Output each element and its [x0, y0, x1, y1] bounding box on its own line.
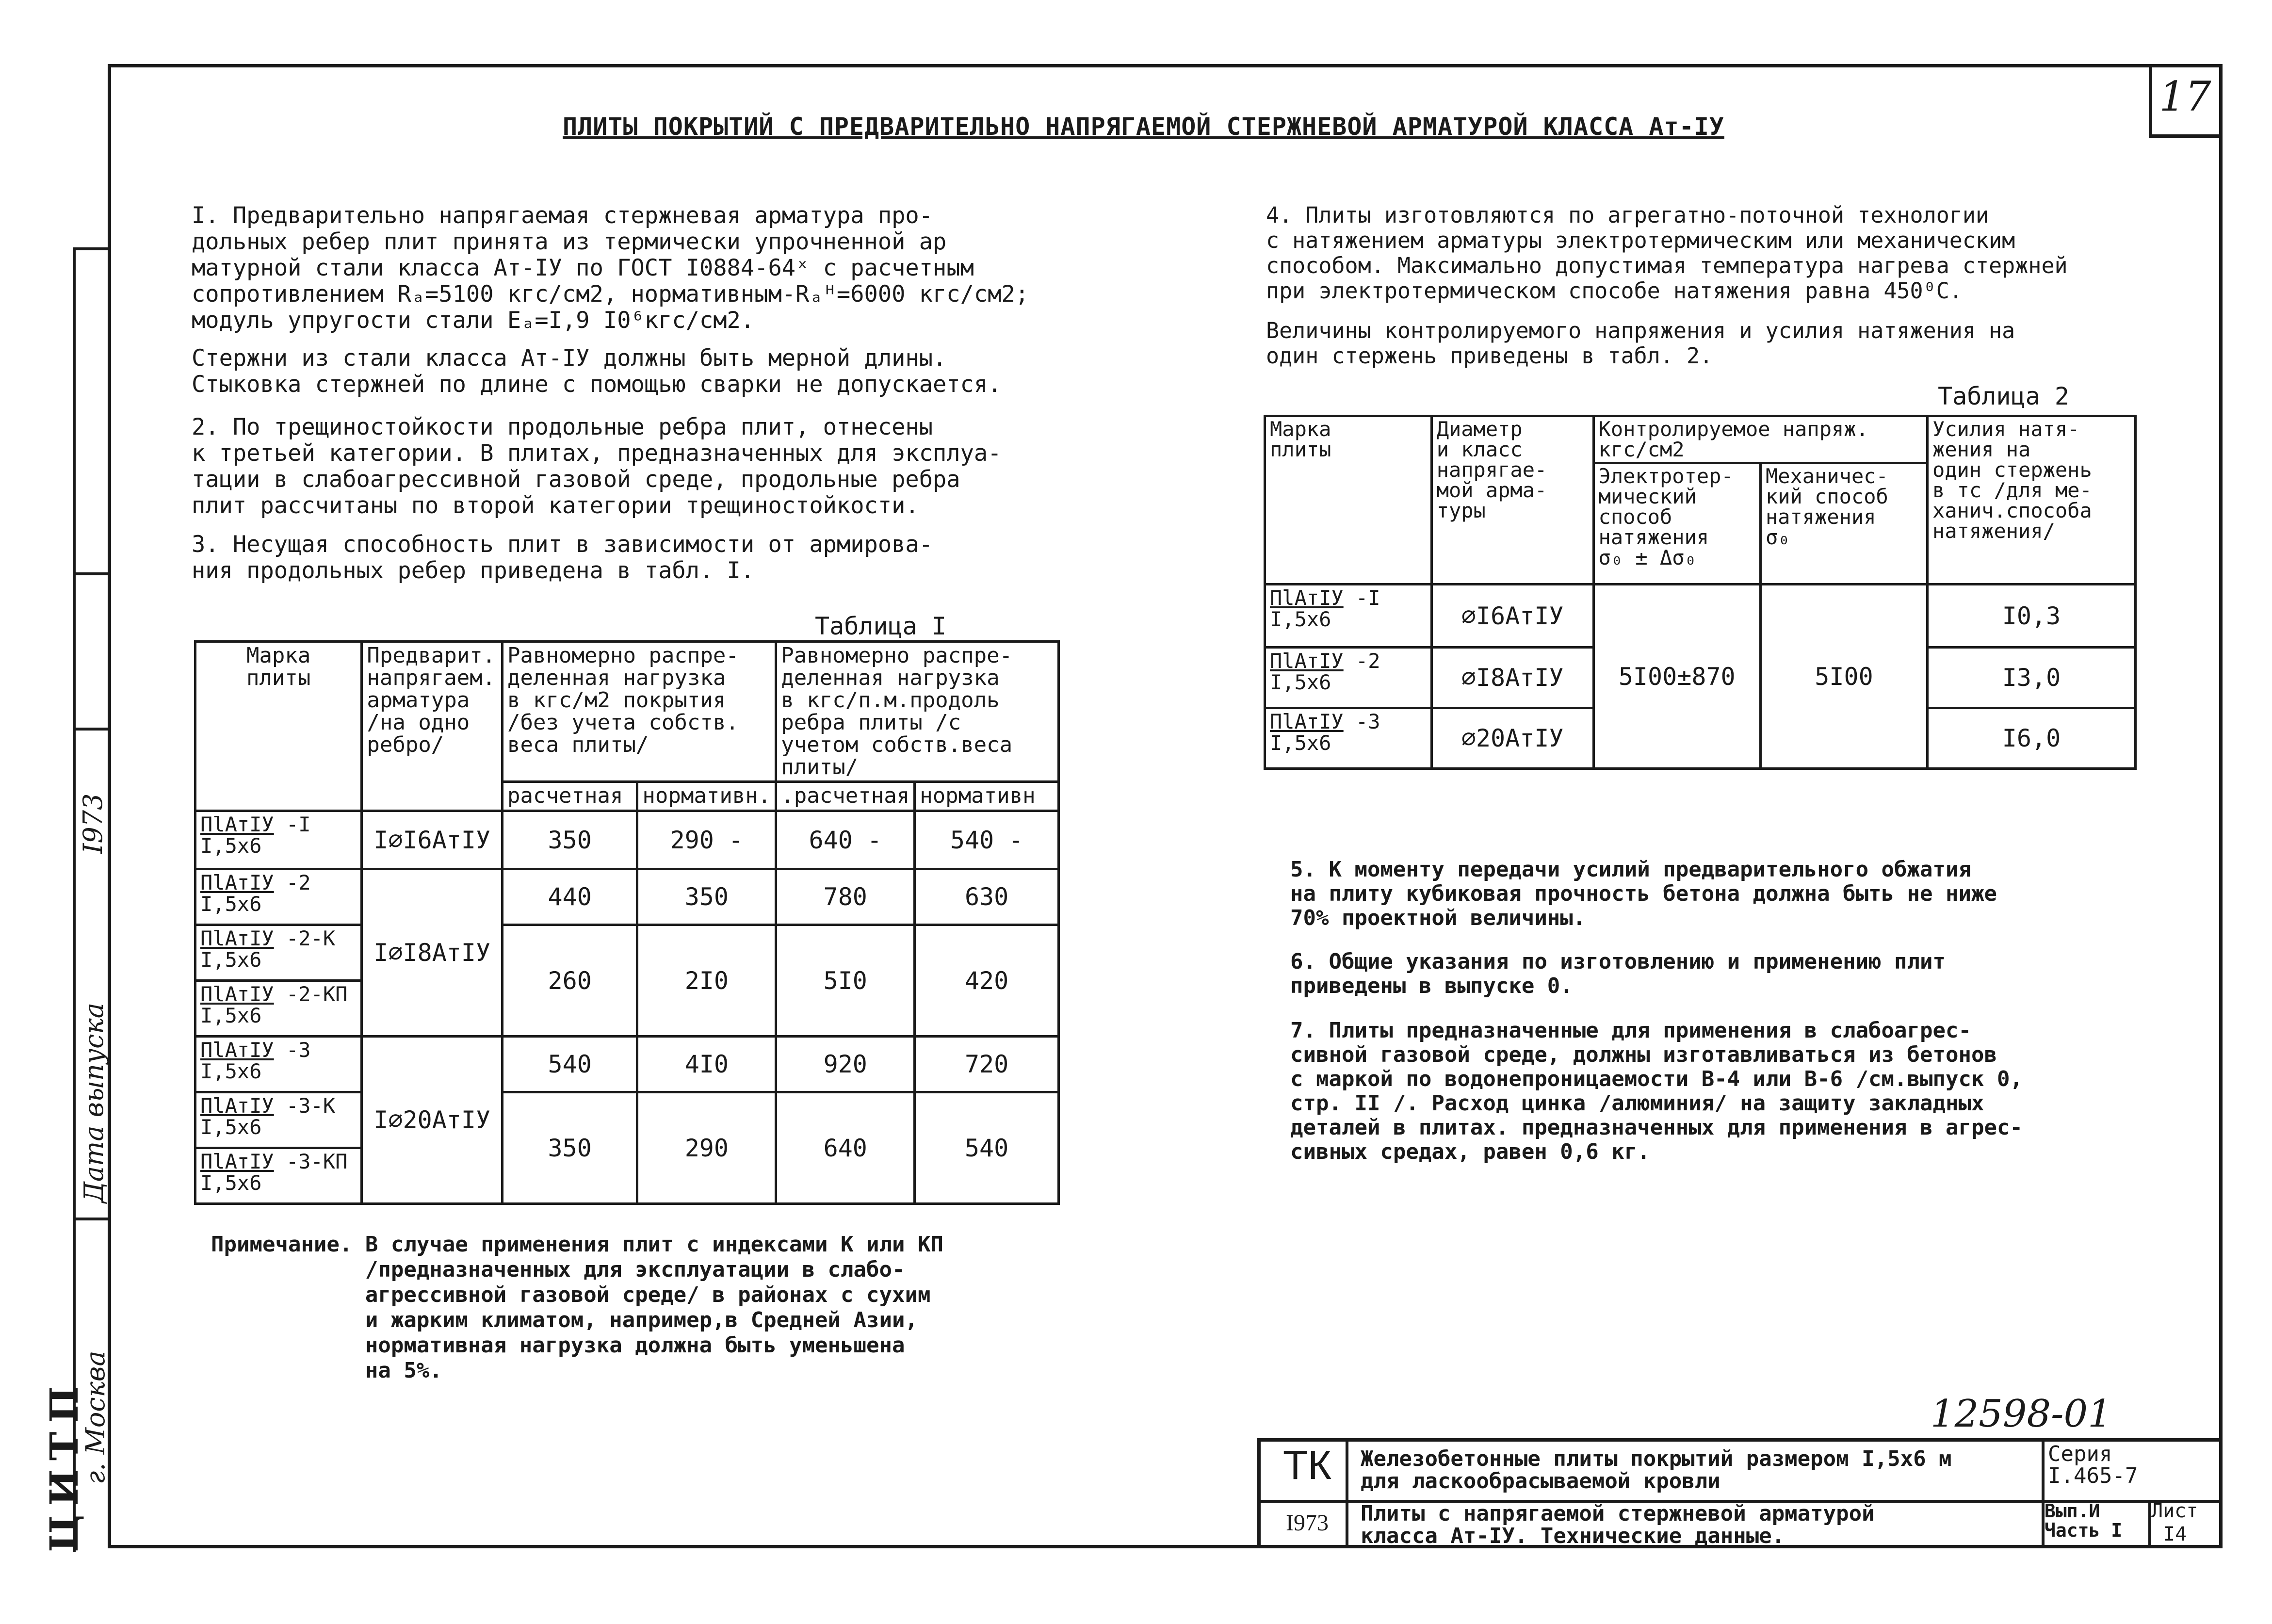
table2-caption: Таблица 2 [1938, 382, 2069, 410]
t1-mark-5: ПlАтIУ -3 I,5х6 [195, 1037, 362, 1092]
table-1 [194, 640, 1060, 1205]
paragraph-1: I. Предварительно напрягаемая стержневая арматура про- дольных ребер плит принята из термически упрочненной ар матурной стали класса Ат-IУ по ГОСТ I0884-64ˣ с расчетным сопротивлением Rₐ=5100 кгс/см2, нормативным-Rₐᴴ=6000 кгс/см2; модуль упругости стали Eₐ=I,9 I0⁶кгс/см2. [192, 202, 1029, 334]
stamp-title-1: Железобетонные плиты покрытий размером I,5х6 м для ласкообрасываемой кровли [1361, 1446, 1952, 1494]
margin-date-label: Дата выпуска [79, 1003, 109, 1203]
paragraph-3: 3. Несущая способность плит в зависимости от армирова- ния продольных ребер приведена в табл. I. [192, 531, 933, 584]
t1-cell: 2I0 [637, 925, 776, 1037]
stamp-year: I973 [1286, 1510, 1329, 1536]
margin-line [73, 572, 108, 575]
paragraph-2: 2. По трещиностойкости продольные ребра плит, отнесены к третьей категории. В плитах, предназначенных для эксплуа- тации в слабоагрессивной газовой среде, продольные ребра плит рассчитаны по второй категории трещиностойкости. [192, 414, 1002, 519]
t2-mark-3: ПlАтIУ -3 I,5х6 [1265, 708, 1432, 769]
t2-force-3: I6,0 [1928, 708, 2136, 769]
t1-mark-2: ПlАтIУ -2 I,5х6 [195, 869, 362, 925]
t2-dia-1: ⌀I6АтIУ [1431, 585, 1593, 648]
t1-header-uniform: Равномерно распре- деленная нагрузка в кгс/м2 покрытия /без учета собств. веса плиты/ [503, 642, 776, 782]
t1-mark-3: ПlАтIУ -2-К I,5х6 [195, 925, 362, 981]
t2-mech-value: 5I00 [1760, 585, 1927, 769]
table-row [1265, 585, 2136, 648]
t1-reinf-1: I⌀I6АтIУ [362, 811, 503, 869]
note-paragraph: Примечание. В случае применения плит с индексами К или КП /предназначенных для эксплуатации в слабо- агрессивной газовой среде/ в районах с сухим и жарким климатом, например,в Средней Азии, нормативная нагрузка должна быть уменьшена на 5%. [211, 1232, 943, 1383]
t1-cell: 540 [915, 1092, 1059, 1204]
paragraph-7: 7. Плиты предназначенные для применения в слабоагрес- сивной газовой среде, должны изготавливаться из бетонов с маркой по водонепроницаемости В-4 или В-6 /см.выпуск 0, стр. II /. Расход цинка /алюминия/ на защиту закладных деталей в плитах. предназначенных для применения в агрес- сивных средах, равен 0,6 кг. [1290, 1018, 2023, 1164]
t1-mark-4: ПlАтIУ -2-КП I,5х6 [195, 981, 362, 1037]
t1-header-calc: расчетная [503, 782, 637, 811]
paragraph-6: 6. Общие указания по изготовлению и применению плит приведены в выпуске 0. [1290, 949, 1946, 998]
page-number: 17 [2159, 73, 2211, 120]
t1-cell: 440 [503, 869, 637, 925]
t2-header-mech: Механичес- кий способ натяжения σ₀ [1760, 463, 1927, 585]
table-row [195, 1037, 1059, 1092]
paragraph-4: 4. Плиты изготовляются по агрегатно-поточной технологии с натяжением арматуры электротермическим или механическим способом. Максимально допустимая температура нагрева стержней при электротермическом способе натяжения равна 450⁰С. [1266, 202, 2068, 304]
t2-header-dia: Диаметр и класс напрягае- мой арма- туры [1431, 416, 1593, 585]
t1-cell: 720 [915, 1037, 1059, 1092]
stamp-sheet-label: Лист [2151, 1500, 2198, 1522]
t1-cell: 260 [503, 925, 637, 1037]
t2-dia-3: ⌀20АтIУ [1431, 708, 1593, 769]
t1-cell: 5I0 [776, 925, 915, 1037]
t2-electro-value: 5I00±870 [1593, 585, 1760, 769]
t1-cell: 920 [776, 1037, 915, 1092]
t1-header-mark: Марка плиты [195, 642, 362, 811]
paragraph-5: 5. К моменту передачи усилий предварительного обжатия на плиту кубиковая прочность бетона должна быть не ниже 70% проектной величины. [1290, 857, 1997, 930]
margin-city: г. Москва [80, 1350, 111, 1484]
margin-border [73, 247, 76, 1552]
t2-force-1: I0,3 [1928, 585, 2136, 648]
t1-cell: 290 - [637, 811, 776, 869]
t2-header-electro: Электротер- мический способ натяжения σ₀ ± Δσ₀ [1593, 463, 1760, 585]
t1-cell: 350 [637, 869, 776, 925]
t1-cell: 630 [915, 869, 1059, 925]
t2-mark-1: ПlАтIУ -I I,5х6 [1265, 585, 1432, 648]
table-row [195, 925, 1059, 981]
margin-code: ЦИТП [41, 1378, 87, 1552]
t1-cell: 4I0 [637, 1037, 776, 1092]
t1-cell: 350 [503, 811, 637, 869]
table1-caption: Таблица I [815, 612, 946, 640]
stamp-issue: Вып.И Часть I [2045, 1500, 2123, 1541]
t1-cell: 540 - [915, 811, 1059, 869]
t1-header-norm2: нормативн [915, 782, 1059, 811]
t1-cell: 420 [915, 925, 1059, 1037]
t1-header-calc2: .расчетная [776, 782, 915, 811]
t1-reinf-2: I⌀I8АтIУ [362, 869, 503, 1037]
document-number: 12598-01 [1931, 1392, 2112, 1436]
table-row [195, 1092, 1059, 1148]
stamp-org: ТК [1282, 1442, 1332, 1488]
paragraph-4b: Величины контролируемого напряжения и усилия натяжения на один стержень приведены в табл. 2. [1266, 318, 2015, 369]
table-row [195, 869, 1059, 925]
stamp-title-2: Плиты с напрягаемой стержневой арматурой класса Ат-IУ. Технические данные. [1361, 1501, 1875, 1548]
paragraph-1b: Стержни из стали класса Ат-IУ должны быть мерной длины. Стыковка стержней по длине с помощью сварки не допускается. [192, 345, 1002, 398]
t1-header-reinf: Предварит. напрягаем. арматура /на одно ребро/ [362, 642, 503, 811]
margin-line [73, 728, 108, 731]
sheet-title: ПЛИТЫ ПОКРЫТИЙ С ПРЕДВАРИТЕЛЬНО НАПРЯГАЕМОЙ СТЕРЖНЕВОЙ АРМАТУРОЙ КЛАССА Ат-IУ [563, 113, 1724, 141]
t1-mark-1: ПlАтIУ -I I,5х6 [195, 811, 362, 869]
t1-cell: 350 [503, 1092, 637, 1204]
margin-line [73, 247, 108, 250]
table-2 [1264, 415, 2137, 770]
margin-year: I973 [78, 793, 108, 854]
t1-cell: 640 [776, 1092, 915, 1204]
stamp-series: I.465-7 [2048, 1463, 2138, 1488]
t1-cell: 640 - [776, 811, 915, 869]
t1-cell: 780 [776, 869, 915, 925]
table-row [195, 811, 1059, 869]
t2-force-2: I3,0 [1928, 648, 2136, 708]
t1-header-linear: Равномерно распре- деленная нагрузка в кгс/п.м.продоль ребра плиты /с учетом собств.веса плиты/ [776, 642, 1059, 782]
t1-cell: 540 [503, 1037, 637, 1092]
t2-header-mark: Марка плиты [1265, 416, 1432, 585]
t2-mark-2: ПlАтIУ -2 I,5х6 [1265, 648, 1432, 708]
t1-cell: 290 [637, 1092, 776, 1204]
t2-header-ctrl: Контролируемое напряж. кгс/см2 [1593, 416, 1927, 463]
stamp-sheet: I4 [2163, 1523, 2187, 1545]
t1-reinf-3: I⌀20АтIУ [362, 1037, 503, 1204]
stamp-series-label: Серия [2048, 1442, 2112, 1466]
t1-mark-6: ПlАтIУ -3-К I,5х6 [195, 1092, 362, 1148]
t2-header-force: Усилия натя- жения на один стержень в тс /для ме- ханич.способа натяжения/ [1928, 416, 2136, 585]
t1-header-norm: нормативн. [637, 782, 776, 811]
margin-line [73, 1218, 108, 1220]
t2-dia-2: ⌀I8АтIУ [1431, 648, 1593, 708]
t1-mark-7: ПlАтIУ -3-КП I,5х6 [195, 1148, 362, 1204]
